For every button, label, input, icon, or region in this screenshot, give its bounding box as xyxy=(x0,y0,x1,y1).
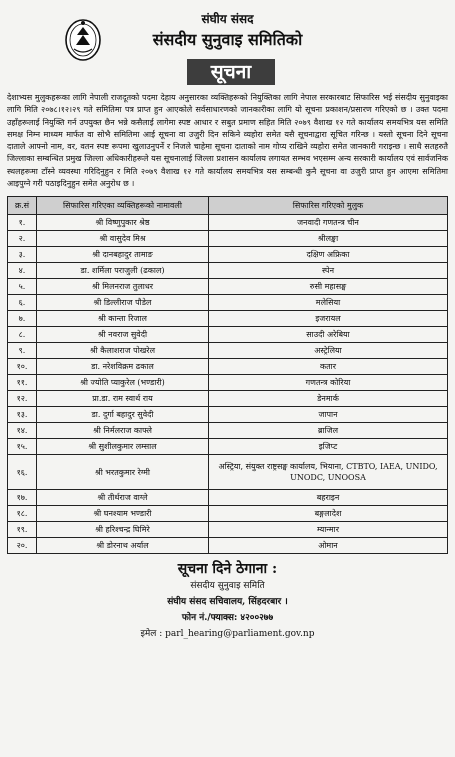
row-country: डेनमार्क xyxy=(209,391,448,407)
row-name: श्री कान्ता रिजाल xyxy=(37,311,209,327)
row-country: स्पेन xyxy=(209,263,448,279)
row-name: डा. दुर्गा बहादुर सुवेदी xyxy=(37,407,209,423)
row-serial: १७. xyxy=(8,490,37,506)
row-country: दक्षिण अफ्रिका xyxy=(209,247,448,263)
row-serial: ६. xyxy=(8,295,37,311)
row-serial: १८. xyxy=(8,506,37,522)
row-name: डा. शर्मिला पराजुली (ढकाल) xyxy=(37,263,209,279)
table-row xyxy=(8,247,448,263)
table-row xyxy=(8,439,448,455)
table-row xyxy=(8,375,448,391)
row-serial: ५. xyxy=(8,279,37,295)
row-name: श्री डोरनाथ अर्याल xyxy=(37,538,209,554)
table-row xyxy=(8,327,448,343)
table-row xyxy=(8,391,448,407)
row-country: अस्ट्रेलिया xyxy=(209,343,448,359)
row-name: श्री दानबहादुर तामाङ xyxy=(37,247,209,263)
row-country: म्यान्मार xyxy=(209,522,448,538)
row-name: श्री भरतकुमार रेग्मी xyxy=(37,455,209,490)
row-name: श्री वासुदेव मिश्र xyxy=(37,231,209,247)
row-country: मलेसिया xyxy=(209,295,448,311)
row-serial: २. xyxy=(8,231,37,247)
table-row xyxy=(8,455,448,490)
row-country: ओमान xyxy=(209,538,448,554)
row-serial: ७. xyxy=(8,311,37,327)
row-name: श्री मिलनराज तुलाधर xyxy=(37,279,209,295)
header-country: सिफारिस गरिएको मुलुक xyxy=(209,197,448,215)
row-serial: १०. xyxy=(8,359,37,375)
header-serial: क्र.सं xyxy=(8,197,37,215)
row-name: श्री ज्योति प्याकुरेल (भण्डारी) xyxy=(37,375,209,391)
row-serial: ८. xyxy=(8,327,37,343)
contact-footer xyxy=(7,560,448,642)
row-country: अस्ट्रिया, संयुक्त राष्ट्रसङ्घ कार्यालय, भियाना, CTBTO, IAEA, UNIDO, UNODC, UNOOSA xyxy=(209,455,448,490)
row-serial: १६. xyxy=(8,455,37,490)
footer-phone: फोन नं./फ्याक्स: ४२००२७७ xyxy=(181,613,274,624)
header-nominee: सिफारिस गरिएका व्यक्तिहरूको नामावली xyxy=(37,197,209,215)
footer-address: संघीय संसद सचिवालय, सिंहदरबार । xyxy=(167,597,288,608)
table-row xyxy=(8,359,448,375)
table-row xyxy=(8,506,448,522)
row-country: जापान xyxy=(209,407,448,423)
row-country: ब्राजिल xyxy=(209,423,448,439)
row-name: श्री कैलाशराज पोखरेल xyxy=(37,343,209,359)
row-country: साउदी अरेबिया xyxy=(209,327,448,343)
row-country: गणतन्त्र कोरिया xyxy=(209,375,448,391)
row-serial: ११. xyxy=(8,375,37,391)
row-country: जनवादी गणतन्त्र चीन xyxy=(209,215,448,231)
notice-header xyxy=(7,4,448,92)
row-name: श्री हरिश्चन्द्र घिमिरे xyxy=(37,522,209,538)
footer-title: सूचना दिने ठेगाना : xyxy=(177,561,278,578)
org-line-1: संघीय संसद xyxy=(201,12,254,26)
row-serial: १४. xyxy=(8,423,37,439)
table-row xyxy=(8,343,448,359)
table-row xyxy=(8,538,448,554)
row-country: इजरायल xyxy=(209,311,448,327)
row-name: श्री घनश्याम भण्डारी xyxy=(37,506,209,522)
row-serial: ९. xyxy=(8,343,37,359)
row-name: श्री नवराज सुवेदी xyxy=(37,327,209,343)
table-row xyxy=(8,263,448,279)
row-country: श्रीलङ्का xyxy=(209,231,448,247)
row-country: बङ्गलादेश xyxy=(209,506,448,522)
notice-title: सूचना xyxy=(187,59,275,85)
row-name: श्री सुशीलकुमार लम्साल xyxy=(37,439,209,455)
row-serial: १९. xyxy=(8,522,37,538)
table-row xyxy=(8,490,448,506)
org-line-2: संसदीय सुनुवाइ समितिको xyxy=(152,30,303,49)
row-name: डा. नरेशविक्रम ढकाल xyxy=(37,359,209,375)
table-row xyxy=(8,311,448,327)
row-serial: १. xyxy=(8,215,37,231)
table-row xyxy=(8,407,448,423)
row-country: रुसी महासङ्घ xyxy=(209,279,448,295)
row-name: श्री निर्मलराज काफ्ले xyxy=(37,423,209,439)
notice-body: देशाभ्यस मुलुकहरूका लागि नेपाली राजदूतको पदमा देहाय अनुसारका व्यक्तिहरूको नियुक्तिका लागि नेपाल सरकारबाट सिफारिस भई संसदीय सुनुवाइका लागि मिति २०७८।१२।२९ गते समितिमा पत्र प्राप्त हुन आएकोले सर्वसाधारणको जानकारीका लागि यो सूचना प्रकाशन/प्रसारण गरिएको छ । उक्त पदमा उहाँहरूलाई नियुक्ति गर्न उपयुक्त छैन भन्ने कसैलाई लागेमा स्पष्ट आधार र सबुत प्रमाण सहित मिति २०७९ वैशाख १२ गते कार्यालय समयभित्र यस समिति समक्ष निम्न माध्यम मार्फत वा सोभै समितिमा आई सूचना वा उजुरी दिन सकिने व्यहोरा समेत यसै सूचनाद्वारा सूचित गरिन्छ । यस्तो सूचना दिने सूचना दाताले आफ्नो नाम, वर, वतन स्पष्ट रूपमा खुलाउनुपर्ने र निजले चाहेमा सूचना दाताको नाम गोप्य राखिने व्यहोरा समेत जानकारी गराइन्छ । साथै सतहरुतै जिल्लाका सम्बन्धित प्रमुख जिल्ला अधिकारीहरूले यस सूचनालाई जिल्ला प्रशासन कार्यालय लगायत सम्भव भएसम्म अन्य सरकारी कार्यालय एवं सार्वजनिक स्थलहरूमा टाँस्ने व्यवस्था गरिदिनुहुन र मिति २०७९ वैशाख १२ गते कार्यालय समयभित्र यस सम्बन्धी कुनै सूचना वा उजुरी प्राप्त हुन आएमा समितिमा आइपुग्ने गरी पठाइदिनुहुन समेत अनुरोध छ । xyxy=(7,93,448,189)
row-serial: १५. xyxy=(8,439,37,455)
row-name: प्रा.डा. राम स्वार्थ राय xyxy=(37,391,209,407)
row-name: श्री डिल्लीराज पौडेल xyxy=(37,295,209,311)
row-country: कतार xyxy=(209,359,448,375)
row-country: इजिप्ट xyxy=(209,439,448,455)
row-name: श्री विष्णुपुकार श्रेष्ठ xyxy=(37,215,209,231)
table-row xyxy=(8,522,448,538)
table-row xyxy=(8,279,448,295)
footer-committee: संसदीय सुनुवाइ समिति xyxy=(190,581,265,592)
table-row xyxy=(8,231,448,247)
row-serial: ४. xyxy=(8,263,37,279)
table-row xyxy=(8,423,448,439)
table-header-row xyxy=(8,197,448,215)
row-country: बहराइन xyxy=(209,490,448,506)
row-serial: १३. xyxy=(8,407,37,423)
row-name: श्री तीर्थराज वाग्ले xyxy=(37,490,209,506)
row-serial: २०. xyxy=(8,538,37,554)
table-row xyxy=(8,215,448,231)
footer-email: इमेल : parl_hearing@parliament.gov.np xyxy=(140,629,315,640)
nominee-table xyxy=(7,196,448,554)
row-serial: १२. xyxy=(8,391,37,407)
row-serial: ३. xyxy=(8,247,37,263)
table-row xyxy=(8,295,448,311)
